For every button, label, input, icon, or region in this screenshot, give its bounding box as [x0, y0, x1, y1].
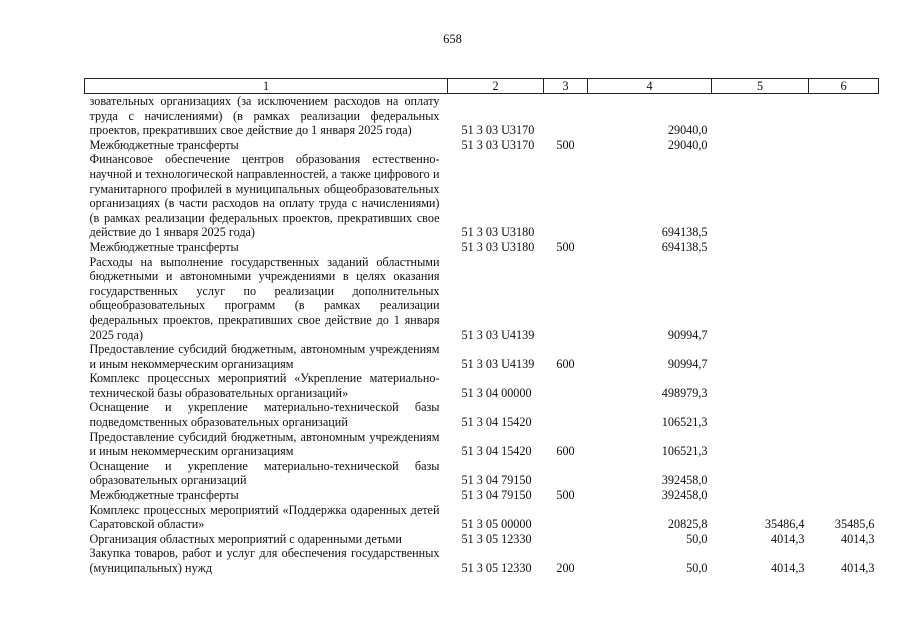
row-expense-type: [544, 532, 588, 547]
row-expense-type: [544, 400, 588, 429]
row-name: Межбюджетные трансферты: [89, 137, 239, 152]
table-row: [85, 546, 879, 575]
table-row: [85, 371, 879, 400]
row-value-col6: [809, 488, 879, 503]
row-value-col4: 392458,0: [661, 488, 708, 503]
row-value-col4: 29040,0: [667, 137, 708, 152]
table-body: [85, 94, 879, 576]
row-name: Оснащение и укрепление материально-технической базы образовательных организаций: [89, 458, 440, 488]
table-row: [85, 503, 879, 532]
row-name: Предоставление субсидий бюджетным, автономным учреждениям и иным некоммерческим организациям: [89, 429, 440, 459]
table-row: [85, 342, 879, 371]
row-code: 51 3 05 00000: [461, 517, 532, 532]
row-value-col5: 4014,3: [770, 531, 805, 546]
row-code: 51 3 03 U4139: [461, 327, 535, 342]
header-cell: 4: [588, 79, 712, 94]
row-value-col6: [809, 342, 879, 371]
row-code: 51 3 04 15420: [461, 444, 532, 459]
row-name: Комплекс процессных мероприятий «Укрепление материально-технической базы образовательных организаций»: [89, 371, 440, 400]
row-value-col5: [712, 488, 809, 503]
table-row: [85, 430, 879, 459]
row-code: 51 3 03 U3180: [461, 225, 535, 240]
row-value-col6: [809, 459, 879, 488]
row-expense-type: [544, 152, 588, 240]
header-cell: 6: [809, 79, 879, 94]
row-code: 51 3 04 79150: [461, 473, 532, 488]
row-code: 51 3 04 15420: [461, 415, 532, 430]
row-value-col6: [809, 94, 879, 138]
row-name: зовательных организациях (за исключением расходов на оплату труда с начислениями) (в рамках реализации федеральных проектов, прекративших свое действие до 1 января 2025 года): [89, 94, 440, 138]
row-code: 51 3 04 00000: [461, 385, 532, 400]
row-code: 51 3 05 12330: [461, 531, 532, 546]
row-value-col5: 35486,4: [764, 517, 805, 532]
row-expense-type: 500: [556, 488, 575, 503]
header-cell: 1: [85, 79, 448, 94]
row-value-col5: [712, 94, 809, 138]
row-value-col4: 50,0: [686, 561, 708, 575]
row-value-col4: 694138,5: [661, 225, 708, 240]
row-expense-type: 500: [556, 239, 575, 254]
row-value-col6: 4014,3: [840, 531, 875, 546]
row-code: 51 3 03 U3180: [461, 239, 535, 254]
row-value-col5: [712, 430, 809, 459]
row-code: 51 3 03 U3170: [461, 123, 535, 138]
header-row: [85, 79, 879, 94]
table-row: [85, 488, 879, 503]
row-value-col4: 106521,3: [661, 415, 708, 430]
row-expense-type: [544, 459, 588, 488]
row-code: 51 3 03 U4139: [461, 356, 535, 371]
row-name: Организация областных мероприятий с одаренными детьми: [89, 531, 402, 546]
row-value-col6: [809, 400, 879, 429]
row-expense-type: 600: [556, 444, 575, 459]
row-name: Комплекс процессных мероприятий «Поддержка одаренных детей Саратовской области»: [89, 502, 440, 532]
row-value-col5: [712, 138, 809, 153]
row-value-col4: 90994,7: [667, 327, 708, 342]
row-value-col5: [712, 240, 809, 255]
row-value-col5: [712, 400, 809, 429]
row-expense-type: [544, 255, 588, 343]
row-value-col4: 20825,8: [667, 517, 708, 532]
row-value-col4: 90994,7: [667, 356, 708, 371]
table-row: [85, 138, 879, 153]
row-value-col6: [809, 371, 879, 400]
row-expense-type: 600: [556, 356, 575, 371]
row-value-col5: [712, 342, 809, 371]
table-row: [85, 459, 879, 488]
row-name: Расходы на выполнение государственных заданий областными бюджетными и автономными учреждениями в целях оказания государственных услуг по реализации дополнительных общеобразовательных программ (в рамках реализации федеральных проектов, прекративших свое действие до 1 января 2025 года): [89, 254, 440, 342]
budget-table: [84, 78, 879, 576]
row-value-col5: [712, 255, 809, 343]
row-expense-type: [544, 371, 588, 400]
row-name: Межбюджетные трансферты: [89, 488, 239, 503]
header-cell: 3: [544, 79, 588, 94]
row-name: Оснащение и укрепление материально-технической базы подведомственных образовательных организаций: [89, 400, 440, 430]
row-value-col4: 694138,5: [661, 239, 708, 254]
row-value-col6: [809, 240, 879, 255]
table-row: [85, 94, 879, 138]
table-row: [85, 255, 879, 343]
row-value-col6: [809, 138, 879, 153]
row-value-col6: 4014,3: [840, 561, 875, 575]
table-row: [85, 240, 879, 255]
row-value-col6: [809, 430, 879, 459]
row-value-col6: [809, 152, 879, 240]
table-row: [85, 152, 879, 240]
row-value-col5: 4014,3: [770, 561, 805, 575]
table-row: [85, 400, 879, 429]
row-value-col4: 498979,3: [661, 385, 708, 400]
row-value-col4: 29040,0: [667, 123, 708, 138]
row-name: Межбюджетные трансферты: [89, 239, 239, 254]
row-code: 51 3 03 U3170: [461, 137, 535, 152]
table-row: [85, 532, 879, 547]
header-cell: 2: [448, 79, 544, 94]
row-code: 51 3 04 79150: [461, 488, 532, 503]
row-name: Финансовое обеспечение центров образования естественно-научной и технологической направленностей, а также цифрового и гуманитарного профилей в муниципальных общеобразовательных организациях (в части расходов на оплату труда с начислениями) (в рамках реализации федеральных проектов, прекративших свое действие до 1 января 2025 года): [89, 152, 440, 240]
row-value-col4: 50,0: [686, 531, 708, 546]
row-value-col6: 35485,6: [834, 517, 875, 532]
row-expense-type: [544, 503, 588, 532]
row-name: Закупка товаров, работ и услуг для обеспечения государственных (муниципальных) нужд: [89, 546, 440, 575]
row-expense-type: [544, 94, 588, 138]
row-expense-type: 500: [556, 137, 575, 152]
row-name: Предоставление субсидий бюджетным, автономным учреждениям и иным некоммерческим организациям: [89, 342, 440, 371]
row-value-col5: [712, 371, 809, 400]
page-number: 658: [443, 32, 462, 46]
row-value-col4: 106521,3: [661, 444, 708, 459]
row-value-col6: [809, 255, 879, 343]
row-value-col5: [712, 459, 809, 488]
row-expense-type: 200: [556, 561, 575, 575]
row-value-col5: [712, 152, 809, 240]
header-cell: 5: [712, 79, 809, 94]
row-code: 51 3 05 12330: [461, 561, 532, 575]
row-value-col4: 392458,0: [661, 473, 708, 488]
